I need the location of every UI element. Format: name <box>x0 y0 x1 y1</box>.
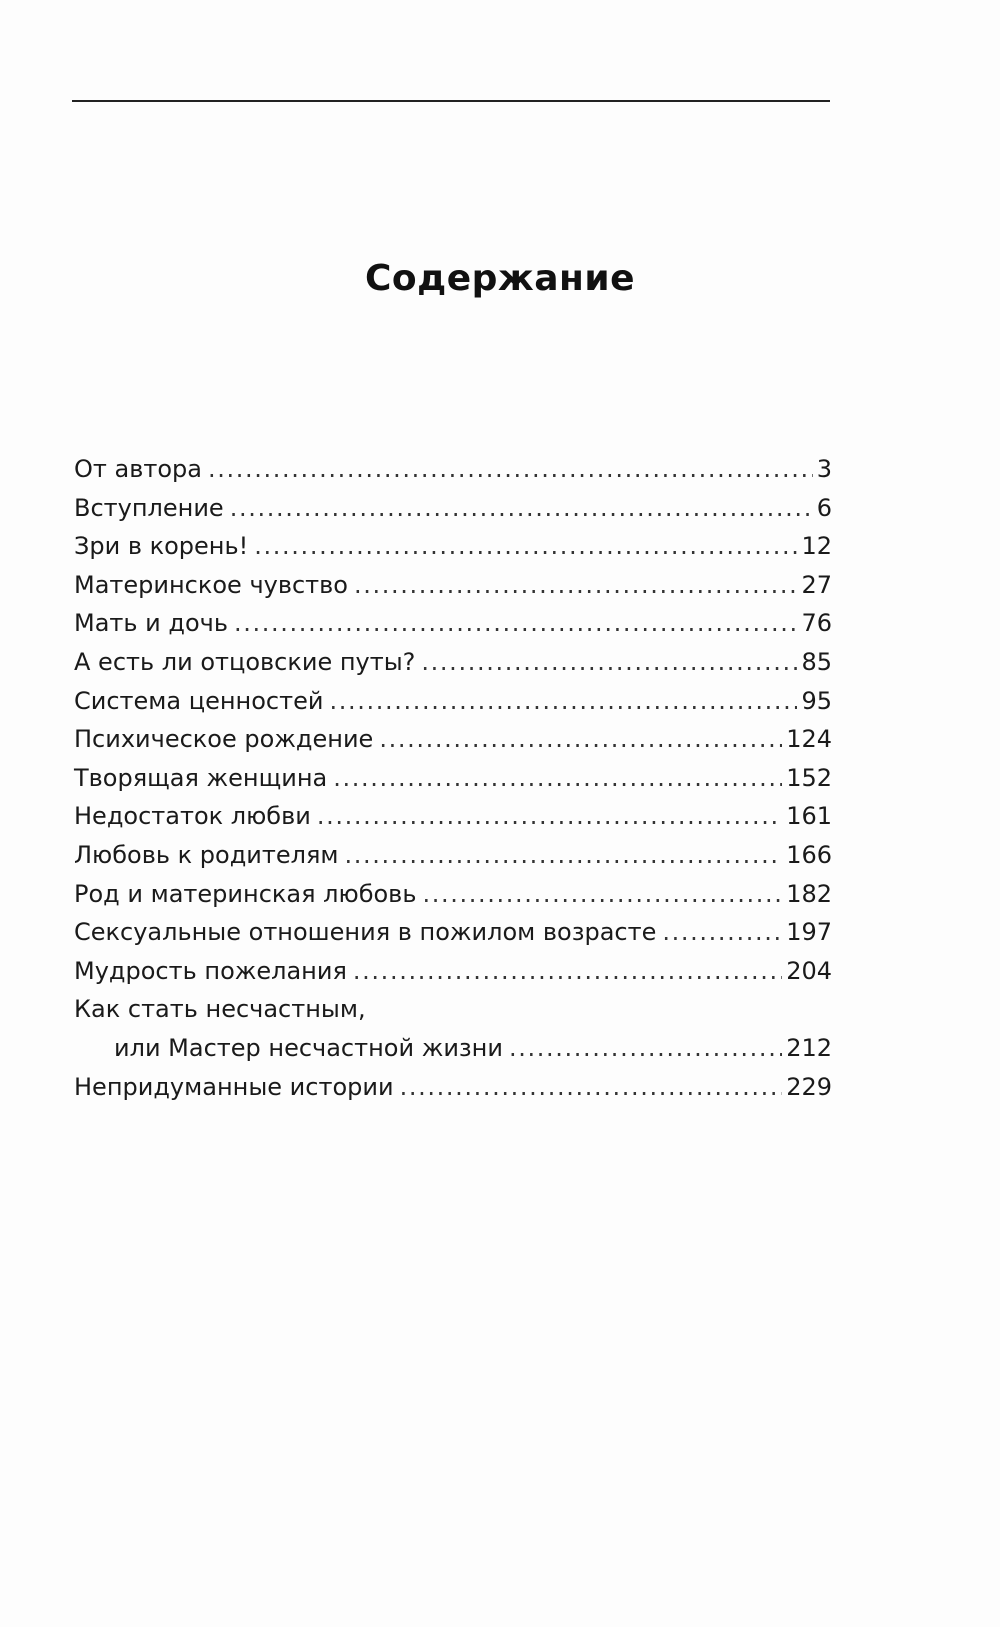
toc-page-number: 152 <box>786 763 832 792</box>
toc-entry-title: Мудрость пожелания <box>74 956 347 985</box>
toc-entry-title: Непридуманные истории <box>74 1072 394 1101</box>
toc-entry-title: Сексуальные отношения в пожилом возрасте <box>74 918 657 947</box>
toc-page-number: 204 <box>786 956 832 985</box>
dot-leader <box>208 450 813 489</box>
toc-page-number: 212 <box>786 1033 832 1062</box>
toc-entry-title: Недостаток любви <box>74 802 311 831</box>
toc-page-number: 124 <box>786 725 832 754</box>
toc-page-number: 3 <box>816 455 832 483</box>
dot-leader <box>329 682 797 721</box>
dot-leader <box>230 489 813 528</box>
toc-entry-title: Система ценностей <box>74 686 324 715</box>
dot-leader <box>254 527 797 566</box>
toc-entry <box>74 836 832 875</box>
toc-page-number: 76 <box>801 609 832 638</box>
toc-entry <box>74 604 832 643</box>
toc-page-number: 12 <box>801 532 832 561</box>
dot-leader <box>379 720 782 759</box>
toc-entry <box>74 527 832 566</box>
toc-entry <box>74 450 832 489</box>
toc-entry <box>74 1068 832 1107</box>
toc-entry <box>74 759 832 798</box>
toc-page-number: 161 <box>786 802 832 831</box>
table-of-contents <box>74 450 832 1106</box>
dot-leader <box>354 566 797 605</box>
toc-entry-title: Вступление <box>74 493 224 522</box>
toc-entry-title-line2: или Мастер несчастной жизни <box>114 1033 503 1062</box>
toc-entry-title-line1: Как стать несчастным, <box>74 995 366 1024</box>
toc-entry <box>74 913 832 952</box>
toc-entry-title: От автора <box>74 455 202 483</box>
toc-entry <box>74 643 832 682</box>
toc-entry-title: Род и материнская любовь <box>74 879 417 908</box>
dot-leader <box>662 913 782 952</box>
header-rule <box>72 100 830 102</box>
toc-entry <box>74 682 832 721</box>
toc-entry-title: Зри в корень! <box>74 532 249 561</box>
dot-leader <box>509 1029 782 1068</box>
toc-page-number: 85 <box>801 647 832 676</box>
toc-entry-title: Психическое рождение <box>74 725 374 754</box>
toc-entry <box>74 875 832 914</box>
toc-entry-title: Любовь к родителям <box>74 840 339 869</box>
dot-leader <box>422 875 782 914</box>
toc-entry-title: Материнское чувство <box>74 570 348 599</box>
toc-page-number: 6 <box>816 493 832 522</box>
toc-entry <box>74 566 832 605</box>
toc-entry <box>74 489 832 528</box>
toc-page-number: 182 <box>786 879 832 908</box>
dot-leader <box>333 759 782 798</box>
dot-leader <box>317 797 782 836</box>
toc-page-number: 166 <box>786 840 832 869</box>
toc-entry <box>74 797 832 836</box>
toc-entry <box>74 952 832 991</box>
dot-leader <box>353 952 782 991</box>
dot-leader <box>400 1068 783 1107</box>
toc-page-number: 197 <box>786 918 832 947</box>
page-title: Содержание <box>364 258 636 299</box>
toc-entry-multiline <box>74 990 832 1067</box>
dot-leader <box>421 643 797 682</box>
toc-page-number: 95 <box>801 686 832 715</box>
dot-leader <box>345 836 783 875</box>
toc-page-number: 229 <box>786 1072 832 1101</box>
toc-page-number: 27 <box>801 570 832 599</box>
toc-entry <box>74 720 832 759</box>
dot-leader <box>234 604 797 643</box>
toc-entry-second-line <box>74 1029 832 1068</box>
toc-entry-title: Творящая женщина <box>74 763 328 792</box>
toc-entry-title: А есть ли отцовские путы? <box>74 647 416 676</box>
toc-entry-title: Мать и дочь <box>74 609 228 638</box>
